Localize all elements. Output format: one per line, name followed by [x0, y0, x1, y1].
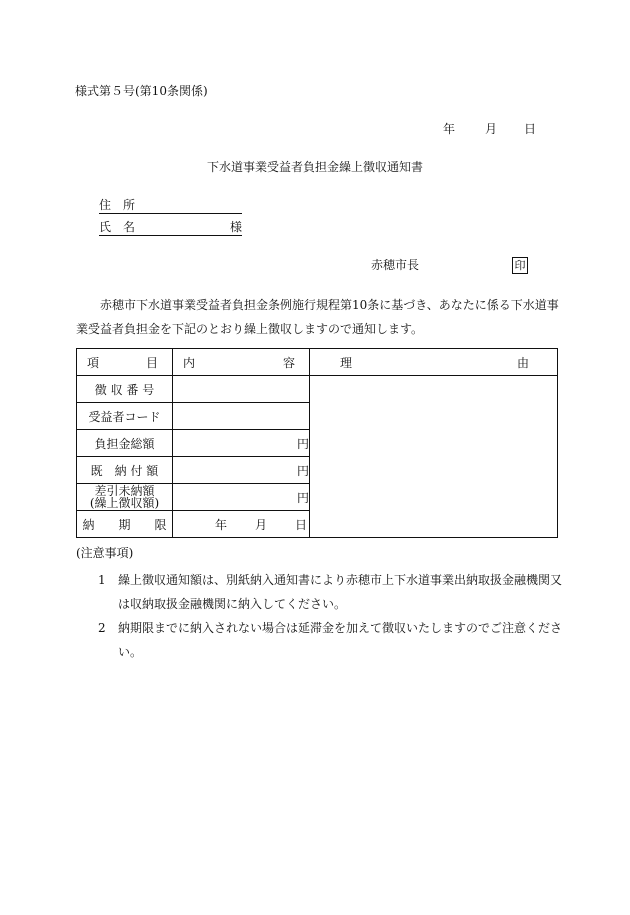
note-number: 2 — [98, 621, 106, 635]
header-content-b: 容 — [282, 355, 295, 370]
date-year: 年 — [443, 122, 456, 136]
reason-cell — [310, 376, 558, 538]
row-label-unpaid-balance — [77, 484, 173, 511]
row-label-due-date: 納 期 限 — [77, 511, 173, 538]
table-header — [77, 349, 558, 376]
note-item — [100, 568, 564, 616]
issue-date — [443, 122, 536, 136]
header-reason-a: 理 — [340, 355, 353, 370]
value-collection-number — [173, 376, 310, 403]
row-label-paid-amount: 既 納 付 額 — [77, 457, 173, 484]
notice-body: 赤穂市下水道事業受益者負担金条例施行規程第10条に基づき、あなたに係る下水道事業受益者負担金を下記のとおり繰上徴収しますので通知します。 — [76, 298, 559, 336]
honorific: 様 — [229, 220, 242, 234]
note-number: 1 — [98, 573, 106, 587]
due-day: 日 — [294, 517, 307, 532]
yen-total-charge: 円 — [173, 430, 310, 457]
date-day: 日 — [524, 122, 537, 136]
detail-table — [76, 348, 558, 538]
table-row — [77, 376, 558, 403]
yen-unpaid-balance: 円 — [173, 484, 310, 511]
name-line — [99, 220, 242, 236]
document-title: 下水道事業受益者負担金繰上徴収通知書 — [206, 160, 423, 174]
row-label-collection-number: 徴 収 番 号 — [77, 376, 173, 403]
form-number: 様式第５号(第10条関係) — [75, 84, 208, 98]
unpaid-balance-label: 差引未納額 — [94, 484, 155, 498]
value-beneficiary-code — [173, 403, 310, 430]
header-reason-b: 由 — [516, 355, 529, 370]
name-label: 氏 名 — [99, 220, 136, 234]
yen-paid-amount: 円 — [173, 457, 310, 484]
note-text: 納期限までに納入されない場合は延滞金を加えて徴収いたしますのでご注意ください。 — [118, 621, 563, 659]
address-label: 住 所 — [99, 198, 136, 212]
due-year: 年 — [214, 517, 227, 532]
header-item-a: 項 — [87, 355, 100, 370]
header-item-b: 目 — [145, 355, 158, 370]
date-month: 月 — [485, 122, 498, 136]
address-line — [99, 198, 242, 214]
row-label-beneficiary-code: 受益者コード — [77, 403, 173, 430]
issuer-name: 赤穂市長 — [371, 258, 420, 272]
due-month: 月 — [254, 517, 267, 532]
unpaid-balance-sublabel: (繰上徴収額) — [89, 496, 160, 510]
value-due-date — [173, 511, 310, 538]
note-item — [100, 616, 564, 664]
header-content-a: 内 — [183, 355, 196, 370]
seal-mark: 印 — [512, 257, 528, 274]
row-label-total-charge: 負担金総額 — [77, 430, 173, 457]
notes-heading: (注意事項) — [76, 546, 134, 560]
note-text: 繰上徴収通知額は、別紙納入通知書により赤穂市上下水道事業出納取扱金融機関又は収納取扱金融機関に納入してください。 — [118, 573, 563, 611]
